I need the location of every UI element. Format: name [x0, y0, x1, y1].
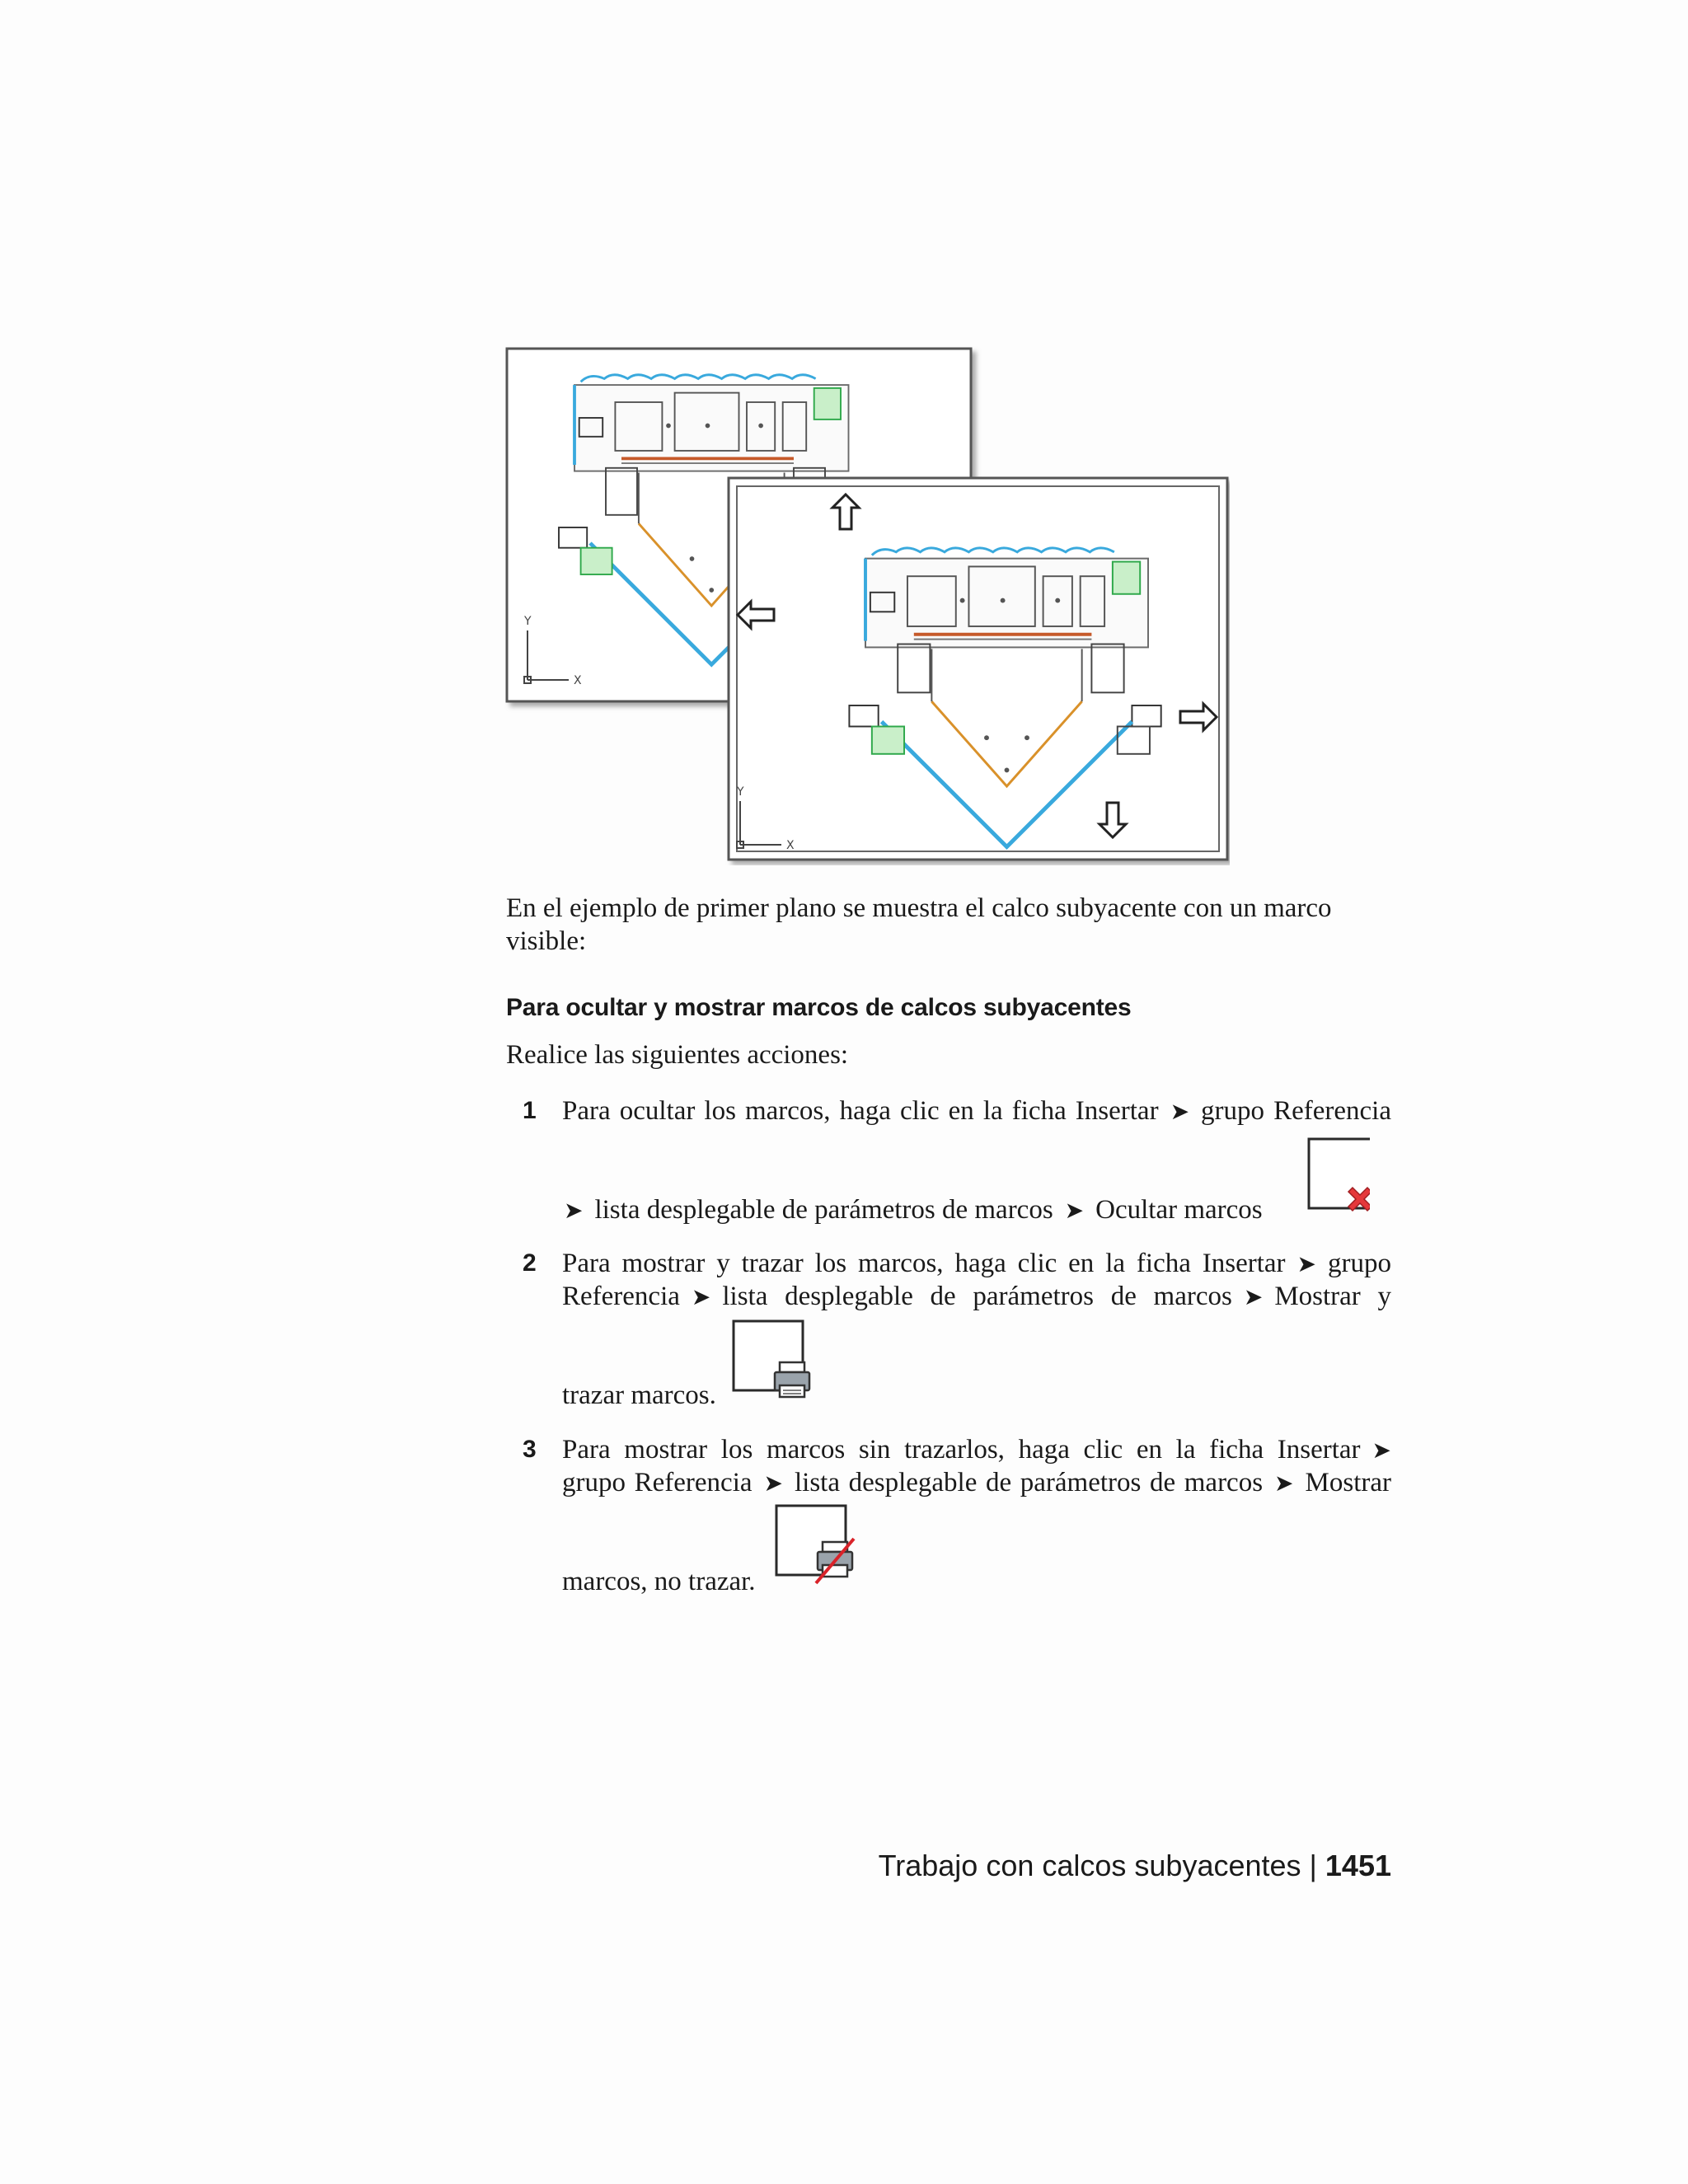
arrow-separator-icon: ➤	[763, 1469, 783, 1497]
back-axis-x: X	[574, 674, 582, 687]
back-axis-y: Y	[524, 615, 532, 628]
footer-title: Trabajo con calcos subyacentes	[878, 1849, 1301, 1882]
step-text-line: Para ocultar los marcos, haga clic en la ficha Insertar ➤ grupo Referencia	[562, 1096, 1391, 1126]
front-axis-y: Y	[737, 785, 744, 799]
step-text-line: Referencia ➤ lista desplegable de parámetros de marcos ➤ Mostrar y	[562, 1282, 1391, 1311]
arrow-separator-icon: ➤	[1372, 1436, 1391, 1464]
step-text-line: ➤ lista desplegable de parámetros de marcos ➤ Ocultar marcos	[564, 1195, 1263, 1225]
page-footer	[879, 1846, 1391, 1886]
arrow-separator-icon: ➤	[691, 1283, 711, 1310]
step-number: 2	[523, 1249, 537, 1277]
footer-separator: |	[1309, 1849, 1317, 1882]
step-number: 1	[523, 1097, 537, 1124]
section-heading: Para ocultar y mostrar marcos de calcos subyacentes	[506, 994, 1132, 1021]
arrow-separator-icon: ➤	[1170, 1098, 1190, 1125]
step-text-line: trazar marcos.	[562, 1380, 716, 1410]
lead-paragraph: Realice las siguientes acciones:	[506, 1040, 849, 1070]
arrow-separator-icon: ➤	[1274, 1469, 1294, 1497]
arrow-separator-icon: ➤	[564, 1197, 584, 1224]
step-text-line: grupo Referencia ➤ lista desplegable de parámetros de marcos ➤ Mostrar	[562, 1468, 1391, 1497]
foreground-drawing-panel	[729, 478, 1227, 860]
figure-underlay-frames	[504, 346, 1230, 865]
step-text-line: marcos, no trazar.	[562, 1567, 756, 1596]
display-and-plot-frames-icon	[732, 1319, 814, 1402]
figure-illustration	[504, 346, 1230, 865]
arrow-separator-icon: ➤	[1064, 1197, 1085, 1224]
hide-frames-icon	[1307, 1137, 1370, 1220]
arrow-separator-icon: ➤	[1296, 1250, 1316, 1277]
step-number: 3	[523, 1436, 537, 1463]
arrow-separator-icon: ➤	[1243, 1283, 1264, 1310]
page-number: 1451	[1325, 1849, 1391, 1882]
display-frames-no-plot-icon	[775, 1504, 857, 1590]
step-text-line: Para mostrar y trazar los marcos, haga clic en la ficha Insertar ➤ grupo	[562, 1249, 1391, 1278]
step-text-line: Para mostrar los marcos sin trazarlos, haga clic en la ficha Insertar ➤	[562, 1435, 1391, 1465]
intro-paragraph: En el ejemplo de primer plano se muestra el calco subyacente con un marco visible:	[506, 893, 1332, 956]
front-axis-x: X	[786, 839, 795, 852]
